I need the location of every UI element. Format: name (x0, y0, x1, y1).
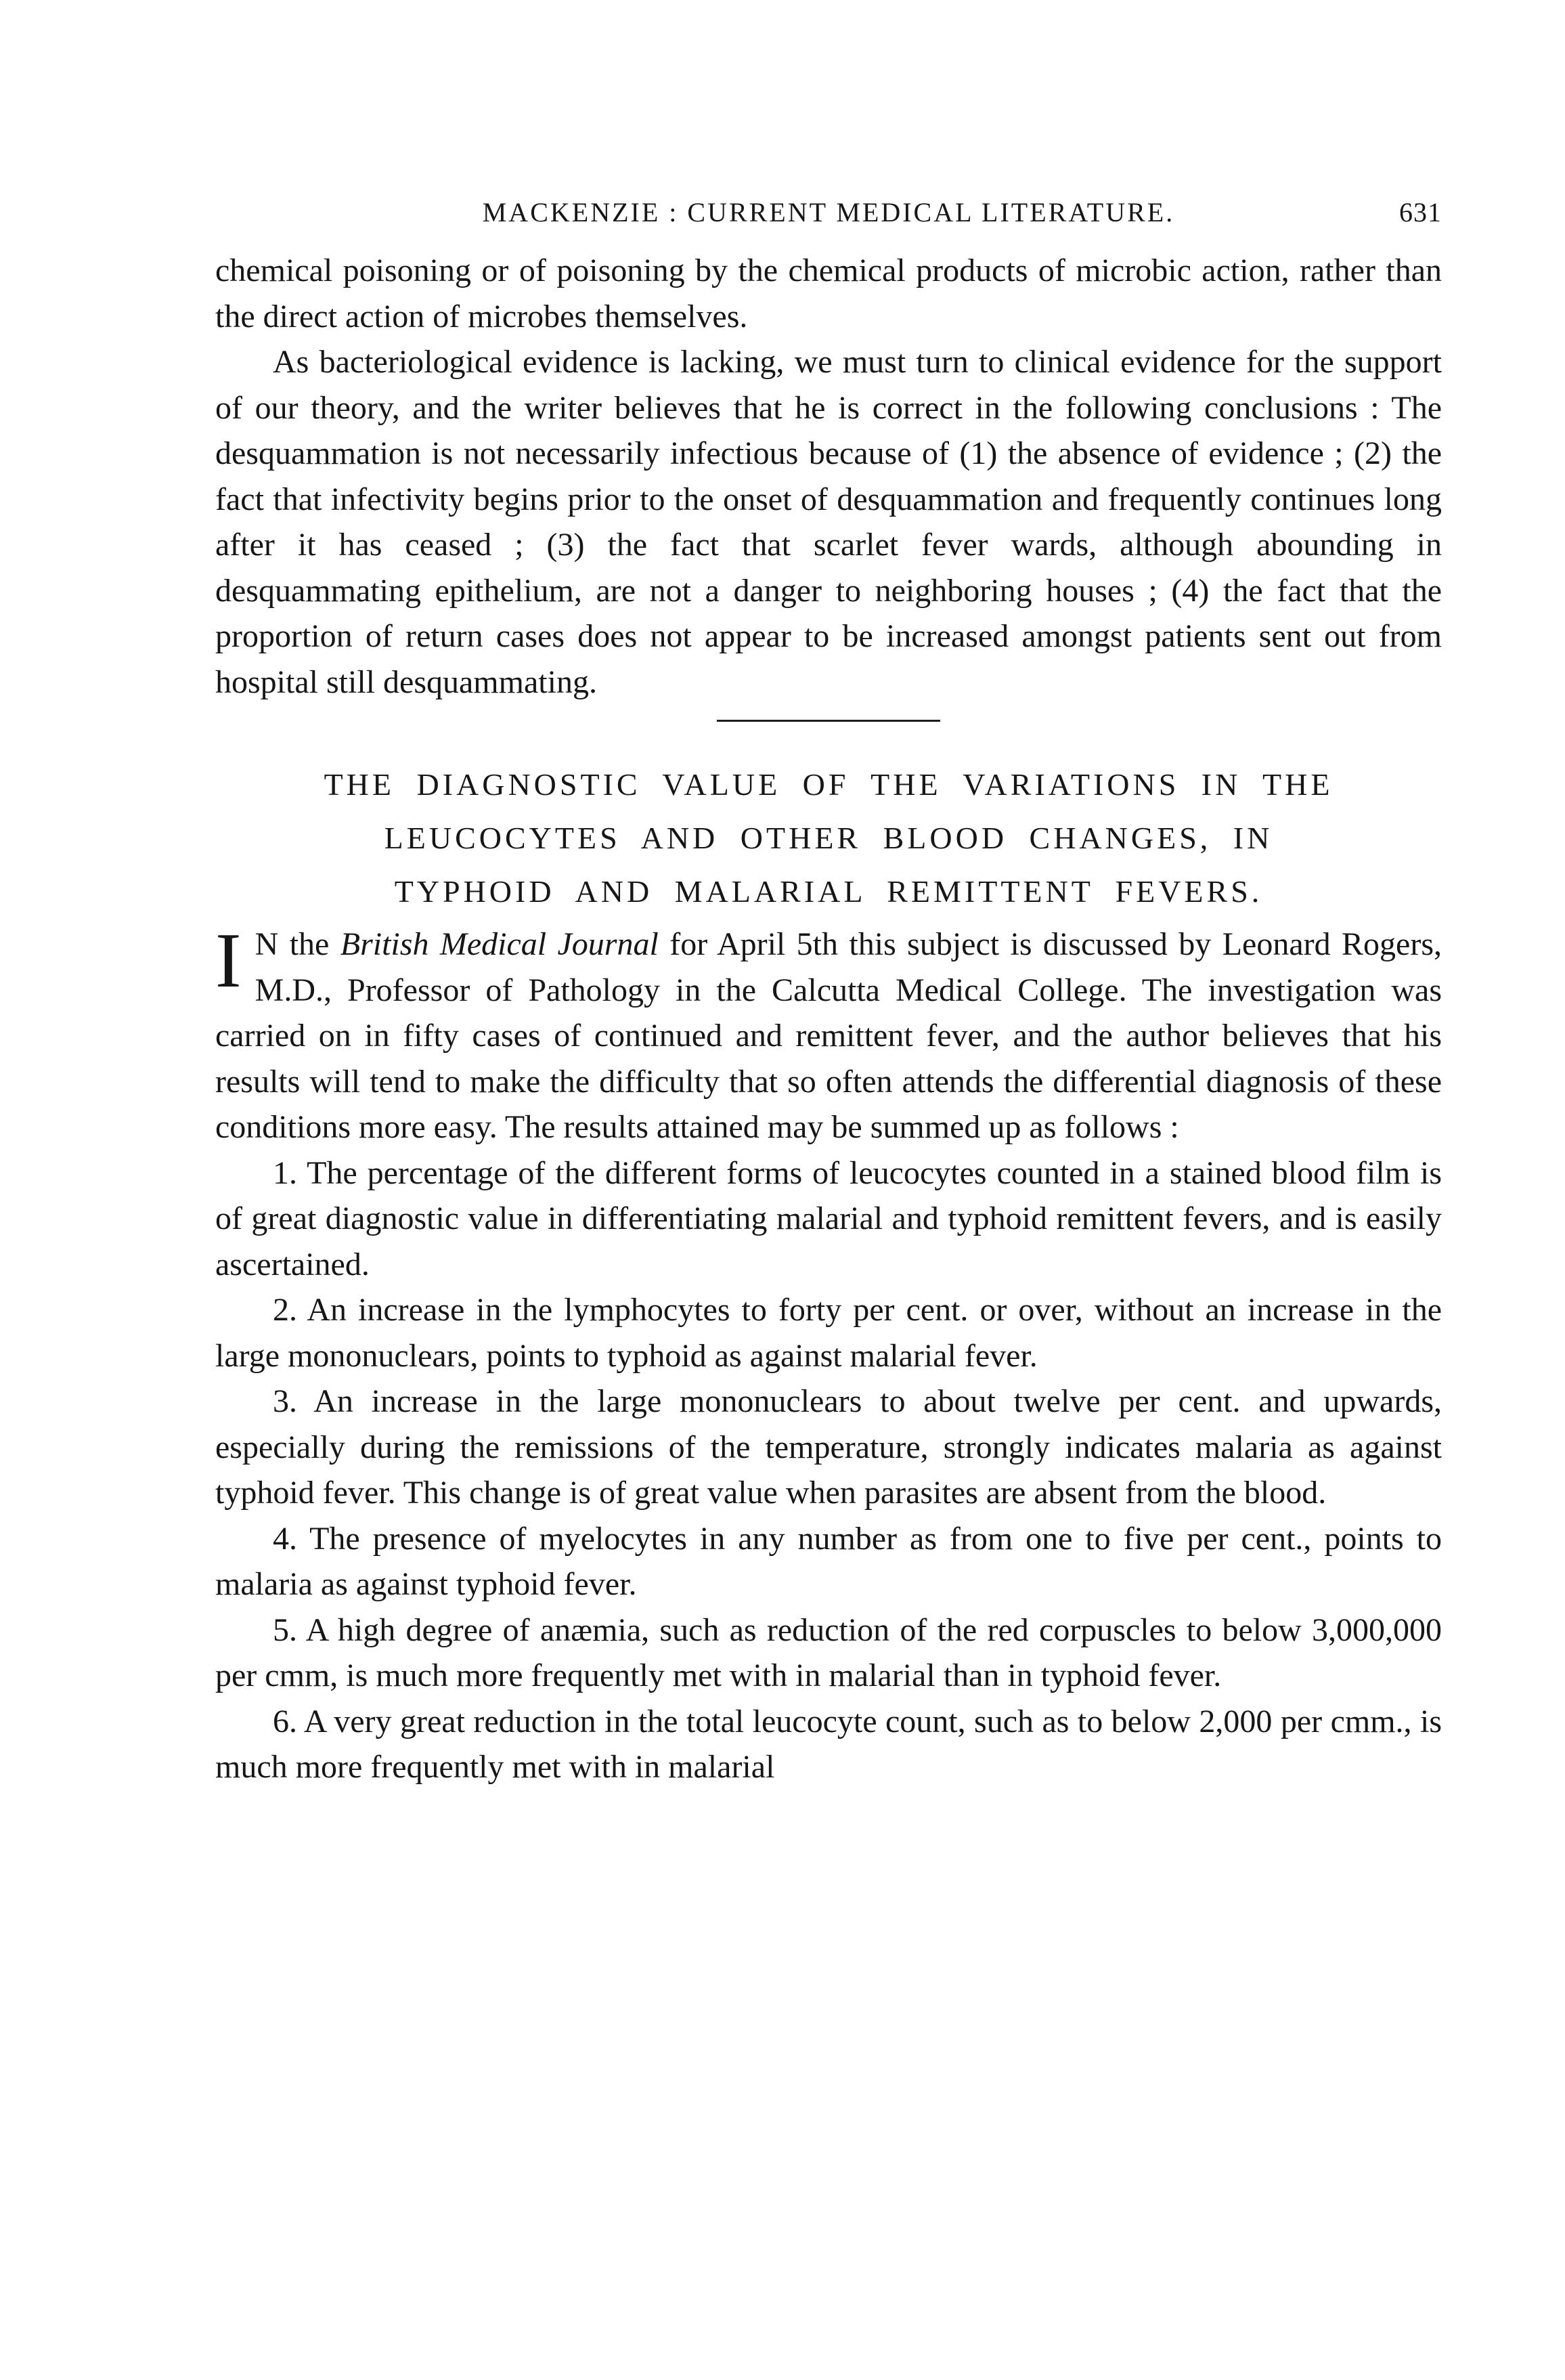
journal-title: British Medical Journal (340, 926, 659, 962)
finding-item-1: 1. The percentage of the different forms of leucocytes counted in a stained blood film is of great diagnostic value in differentiating malarial and typhoid remittent fevers, and is easily ascertained. (215, 1154, 1442, 1282)
lead-text-rest: for April 5th this subject is discussed by Leonard Rogers, M.D., Professor of Pathology in the Calcutta Medical College. The investigation was carried on in fifty cases of continued and remittent fever, and the author believes that his results will tend to make the difficulty that so often attends the differential diagnosis of these conditions more easy. The results attained may be summed up as follows : (215, 926, 1442, 1145)
finding-item-4: 4. The presence of myelocytes in any number as from one to five per cent., points to malaria as against typhoid fever. (215, 1520, 1442, 1602)
article-heading (215, 761, 1442, 915)
finding-item-3: 3. An increase in the large mononuclears to about twelve per cent. and upwards, especially during the remissions of the temperature, strongly indicates malaria as against typhoid fever. This change is of great value when parasites are absent from the blood. (215, 1383, 1442, 1511)
finding-item-6: 6. A very great reduction in the total leucocyte count, such as to below 2,000 per cmm., is much more frequently met with in malarial (215, 1703, 1442, 1785)
section-divider-rule (717, 720, 940, 722)
article-heading-line-3: TYPHOID AND MALARIAL REMITTENT FEVERS. (394, 874, 1263, 909)
article-heading-line-1: THE DIAGNOSTIC VALUE OF THE VARIATIONS IN THE (324, 767, 1333, 802)
drop-cap-letter: I (215, 917, 242, 1004)
finding-item-2: 2. An increase in the lymphocytes to forty per cent. or over, without an increase in the large mononuclears, points to typhoid as against malarial fever. (215, 1292, 1442, 1374)
page-number: 631 (1399, 197, 1442, 228)
document-page (215, 196, 1442, 1790)
article-heading-line-2: LEUCOCYTES AND OTHER BLOOD CHANGES, IN (384, 821, 1273, 855)
finding-item-5: 5. A high degree of anæmia, such as reduction of the red corpuscles to below 3,000,000 per cmm, is much more frequently met with in malarial than in typhoid fever. (215, 1611, 1442, 1693)
intro-paragraph-continued: chemical poisoning or of poisoning by the chemical products of microbic action, rather than the direct action of microbes themselves. (215, 253, 1442, 334)
intro-paragraph-conclusions: As bacteriological evidence is lacking, we must turn to clinical evidence for the support of our theory, and the writer believes that he is correct in the following conclusions : The desquammation is not necessarily infectious because of (1) the absence of evidence ; (2) the fact that infectivity begins prior to the onset of desquammation and frequently continues long after it has ceased ; (3) the fact that scarlet fever wards, although abounding in desquammating epithelium, are not a danger to neighboring houses ; (4) the fact that the proportion of return cases does not appear to be increased amongst patients sent out from hospital still desquammating. (215, 344, 1442, 700)
running-head-title: MACKENZIE : CURRENT MEDICAL LITERATURE. (482, 197, 1175, 228)
article-lead-paragraph (215, 917, 1442, 1150)
running-head (215, 196, 1442, 237)
lead-text-start: N the (255, 926, 340, 962)
